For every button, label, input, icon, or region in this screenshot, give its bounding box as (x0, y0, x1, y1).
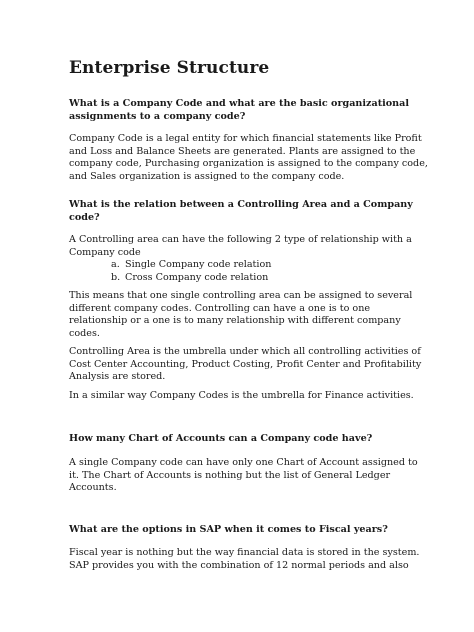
answer-line: it. The Chart of Accounts is nothing but the list of General Ledger (69, 469, 391, 481)
question-fiscal-years (69, 524, 414, 537)
answer-line: relationship or a one is to many relationship with different company (69, 315, 401, 326)
list-item (69, 259, 414, 272)
answer-line: codes. (69, 327, 100, 339)
answer-controlling-area-p1 (69, 290, 414, 340)
answer-line: Company Code is a legal entity for which financial statements like Profit (69, 133, 422, 144)
answer-chart-of-accounts (69, 457, 418, 495)
question-line: What is a Company Code and what are the basic organizational (69, 98, 410, 109)
answer-controlling-area-p3 (69, 390, 414, 403)
question-line: What is the relation between a Controlling Area and a Company (69, 199, 413, 210)
list-item-text: Single Company code relation (125, 259, 272, 270)
question-controlling-area (69, 199, 414, 224)
question-line: What are the options in SAP when it comes to Fiscal years? (69, 524, 388, 535)
answer-line: Company code (69, 246, 141, 258)
answer-line: company code, Purchasing organization is assigned to the company code, (69, 158, 428, 169)
answer-line: A single Company code can have only one Chart of Account assigned to (69, 457, 418, 468)
list-item-text: Cross Company code relation (125, 271, 269, 283)
list-item (69, 272, 414, 285)
answer-company-code (69, 133, 428, 183)
answer-line: This means that one single controlling area can be assigned to several (69, 290, 413, 301)
answer-line: Controlling Area is the umbrella under which all controlling activities of (69, 346, 421, 357)
answer-line: Cost Center Accounting, Product Costing, Profit Center and Profitability (69, 358, 422, 370)
document-title: Enterprise Structure (69, 58, 270, 78)
answer-line: In a similar way Company Codes is the umbrella for Finance activities. (69, 390, 414, 401)
answer-fiscal-years (69, 547, 420, 572)
list-marker: a. (111, 259, 120, 270)
answer-line: Fiscal year is nothing but the way financial data is stored in the system. (69, 547, 420, 558)
answer-line: A Controlling area can have the following 2 type of relationship with a (69, 234, 412, 245)
question-line: assignments to a company code? (69, 110, 246, 122)
question-line: code? (69, 211, 100, 223)
answer-controlling-area-p2 (69, 346, 422, 384)
answer-line: SAP provides you with the combination of 12 normal periods and also (69, 559, 409, 571)
question-chart-of-accounts (69, 433, 414, 446)
answer-line: different company codes. Controlling can have a one is to one (69, 302, 371, 314)
answer-line: and Sales organization is assigned to the company code. (69, 170, 345, 182)
answer-line: Accounts. (69, 482, 117, 493)
answer-controlling-area-intro (69, 234, 414, 284)
answer-line: Analysis are stored. (69, 371, 166, 382)
list-marker: b. (111, 271, 121, 283)
question-line: How many Chart of Accounts can a Company code have? (69, 433, 373, 444)
answer-line: and Loss and Balance Sheets are generated. Plants are assigned to the (69, 145, 416, 157)
question-company-code (69, 98, 414, 123)
